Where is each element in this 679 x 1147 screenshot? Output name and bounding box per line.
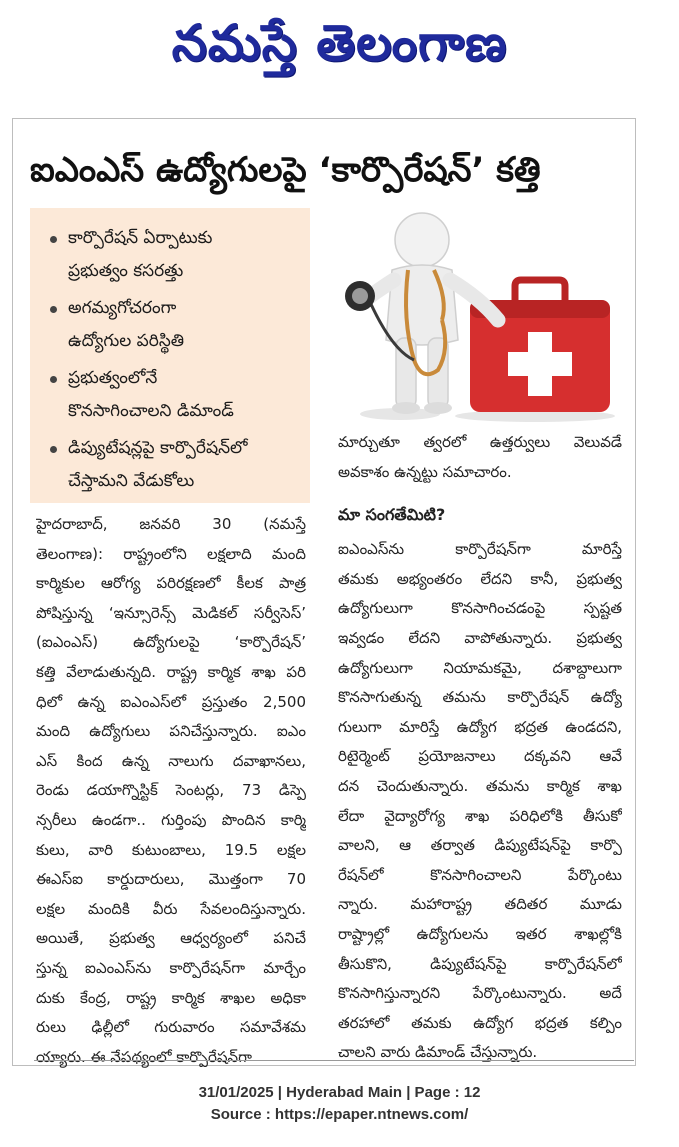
article-line: స్తున్న ఐఎంఎస్‌ను కార్పొరేషన్‌గా మార్చేం bbox=[36, 958, 306, 977]
article-line: రిటైర్మెంట్ ప్రయోజనాలు దక్కవని ఆవే bbox=[338, 747, 622, 766]
highlight-line: డిప్యుటేషన్లపై కార్పొరేషన్‌లో bbox=[68, 438, 248, 458]
article-line: రేషన్‌లో కొనసాగించాలని పేర్కొంటు bbox=[338, 865, 622, 884]
bullet-icon bbox=[50, 446, 57, 453]
article-subheading: మా సంగతేమిటి? bbox=[338, 505, 446, 525]
article-line: దుకు కేంద్ర, రాష్ట్ర కార్మిక శాఖల అధికా bbox=[36, 988, 306, 1007]
footer-divider bbox=[34, 1060, 634, 1061]
article-line: గులుగా మారిస్తే ఉద్యోగ భద్రత ఉండదని, bbox=[338, 717, 622, 736]
highlight-item bbox=[50, 292, 300, 358]
article-line: ఐఎంఎస్‌ను కార్పొరేషన్‌గా మారిస్తే bbox=[338, 540, 622, 559]
highlight-line: కొనసాగించాలని డిమాండ్ bbox=[68, 401, 234, 421]
article-line: (ఐఎంఎస్) ఉద్యోగులపై ‘కార్పొరేషన్’ bbox=[36, 633, 306, 652]
article-line: మార్చుతూ త్వరలో ఉత్తర్వులు వెలువడే bbox=[338, 433, 622, 451]
article-line: ఎస్ కింద ఉన్న నాలుగు దవాఖానలు, bbox=[36, 751, 306, 770]
article-line: మంది ఉద్యోగులు పనిచేస్తున్నారు. ఐఎం bbox=[36, 722, 306, 741]
article-line: లేదా వైద్యారోగ్య శాఖ పరిధిలోకి తీసుకో bbox=[338, 806, 622, 825]
article-line: రులు ఢిల్లీలో గురువారం సమావేశమ bbox=[36, 1018, 306, 1037]
article-line: కొనసాగుతున్న తమను కార్పొరేషన్ ఉద్యో bbox=[338, 688, 622, 707]
article-line: కత్తి వేలాడుతున్నది. రాష్ట్ర కార్మిక శాఖ పరి bbox=[36, 662, 306, 681]
highlight-line: ఉద్యోగుల పరిస్థితి bbox=[68, 331, 185, 351]
article-line: హైదరాబాద్, జనవరి 30 (నమస్తే bbox=[36, 515, 306, 533]
masthead-title: నమస్తే తెలంగాణ bbox=[171, 13, 508, 72]
highlight-line: ప్రభుత్వం కసరత్తు bbox=[68, 261, 184, 281]
article-line: తీసుకొని, డిప్యుటేషన్‌పై కార్పొరేషన్‌లో bbox=[338, 954, 622, 973]
masthead bbox=[0, 8, 679, 78]
article-line: కులు, వారి కుటుంబాలు, 19.5 లక్షల bbox=[36, 840, 306, 859]
article-line: దన చెందుతున్నారు. తమను కార్మిక శాఖ bbox=[338, 776, 622, 795]
bullet-icon bbox=[50, 236, 57, 243]
highlight-line: ప్రభుత్వంలోనే bbox=[68, 368, 158, 388]
article-line: తరహాలో తమకు ఉద్యోగ భద్రత కల్పిం bbox=[338, 1013, 622, 1032]
article-line: న్సరీలు ఉండగా.. గుర్తింపు పొందిన కార్మి bbox=[36, 810, 306, 829]
article-line: అవకాశం ఉన్నట్టు సమాచారం. bbox=[338, 462, 512, 481]
article-line: కొనసాగిస్తున్నారని పేర్కొంటున్నారు. అదే bbox=[338, 984, 622, 1003]
highlight-line: అగమ్యగోచరంగా bbox=[68, 298, 177, 318]
article-line: వాలని, ఆ తర్వాత డిప్యుటేషన్‌పై కార్పొ bbox=[338, 836, 622, 855]
highlights-list bbox=[30, 208, 310, 498]
article-line: తమకు అభ్యంతరం లేదని కానీ, ప్రభుత్వ bbox=[338, 569, 622, 588]
article-line: కార్మికుల ఆరోగ్య పరిరక్షణలో కీలక పాత్ర bbox=[36, 574, 306, 593]
figure-with-stethoscope-and-first-aid-kit-icon bbox=[330, 200, 620, 425]
article-line: ధిలో ఉన్న ఐఎంఎస్‌లో ప్రస్తుతం 2,500 bbox=[36, 692, 306, 711]
article-line: య్యారు. ఈ నేపథ్యంలో కార్పొరేషన్‌గా bbox=[36, 1047, 252, 1066]
article-line: న్నారు. మహారాష్ట్ర తదితర మూడు bbox=[338, 895, 622, 914]
article-headline: ఐఎంఎస్ ఉద్యోగులపై ‘కార్పొరేషన్’ కత్తి bbox=[30, 150, 541, 190]
article-line: ఉద్యోగులుగా నియామకమై, దశాబ్దాలుగా bbox=[338, 658, 622, 677]
article-line: చాలని వారు డిమాండ్ చేస్తున్నారు. bbox=[338, 1043, 538, 1062]
footer-edition-info: 31/01/2025 | Hyderabad Main | Page : 12 bbox=[198, 1084, 481, 1101]
bullet-icon bbox=[50, 306, 57, 313]
bullet-icon bbox=[50, 376, 57, 383]
highlight-line: కార్పొరేషన్ ఏర్పాటుకు bbox=[68, 228, 213, 248]
article-line: లక్షల మందికి వీరు సేవలందిస్తున్నారు. bbox=[36, 899, 306, 918]
highlight-line: చేస్తామని వేడుకోలు bbox=[68, 471, 195, 491]
highlights-box bbox=[30, 208, 310, 503]
article-line: తెలంగాణ): రాష్ట్రంలోని లక్షలాది మంది bbox=[36, 544, 306, 563]
highlight-item bbox=[50, 432, 300, 498]
article-line: అయితే, ప్రభుత్వ ఆధ్వర్యంలో పనిచే bbox=[36, 929, 306, 948]
article-line: ఇవ్వడం లేదని వాపోతున్నారు. ప్రభుత్వ bbox=[338, 628, 622, 647]
article-line: ఉద్యోగులుగా కొనసాగించడంపై స్పష్టత bbox=[338, 599, 622, 618]
article-line: రాష్ట్రాల్లో ఉద్యోగులను ఇతర శాఖల్లోకి bbox=[338, 924, 622, 943]
footer-source-link[interactable]: Source : https://epaper.ntnews.com/ bbox=[210, 1106, 469, 1123]
highlight-item bbox=[50, 222, 300, 288]
article-line: రెండు డయాగ్నొస్టిక్ సెంటర్లు, 73 డిస్పె bbox=[36, 781, 306, 800]
article-line: ఈఎస్ఐ కార్డుదారులు, మొత్తంగా 70 bbox=[36, 870, 306, 889]
highlight-item bbox=[50, 362, 300, 428]
article-left-column bbox=[36, 510, 306, 1072]
article-line: పోషిస్తున్న ‘ఇన్సూరెన్స్ మెడికల్ సర్వీసెస్’ bbox=[36, 603, 306, 622]
article-right-column bbox=[338, 428, 622, 1068]
